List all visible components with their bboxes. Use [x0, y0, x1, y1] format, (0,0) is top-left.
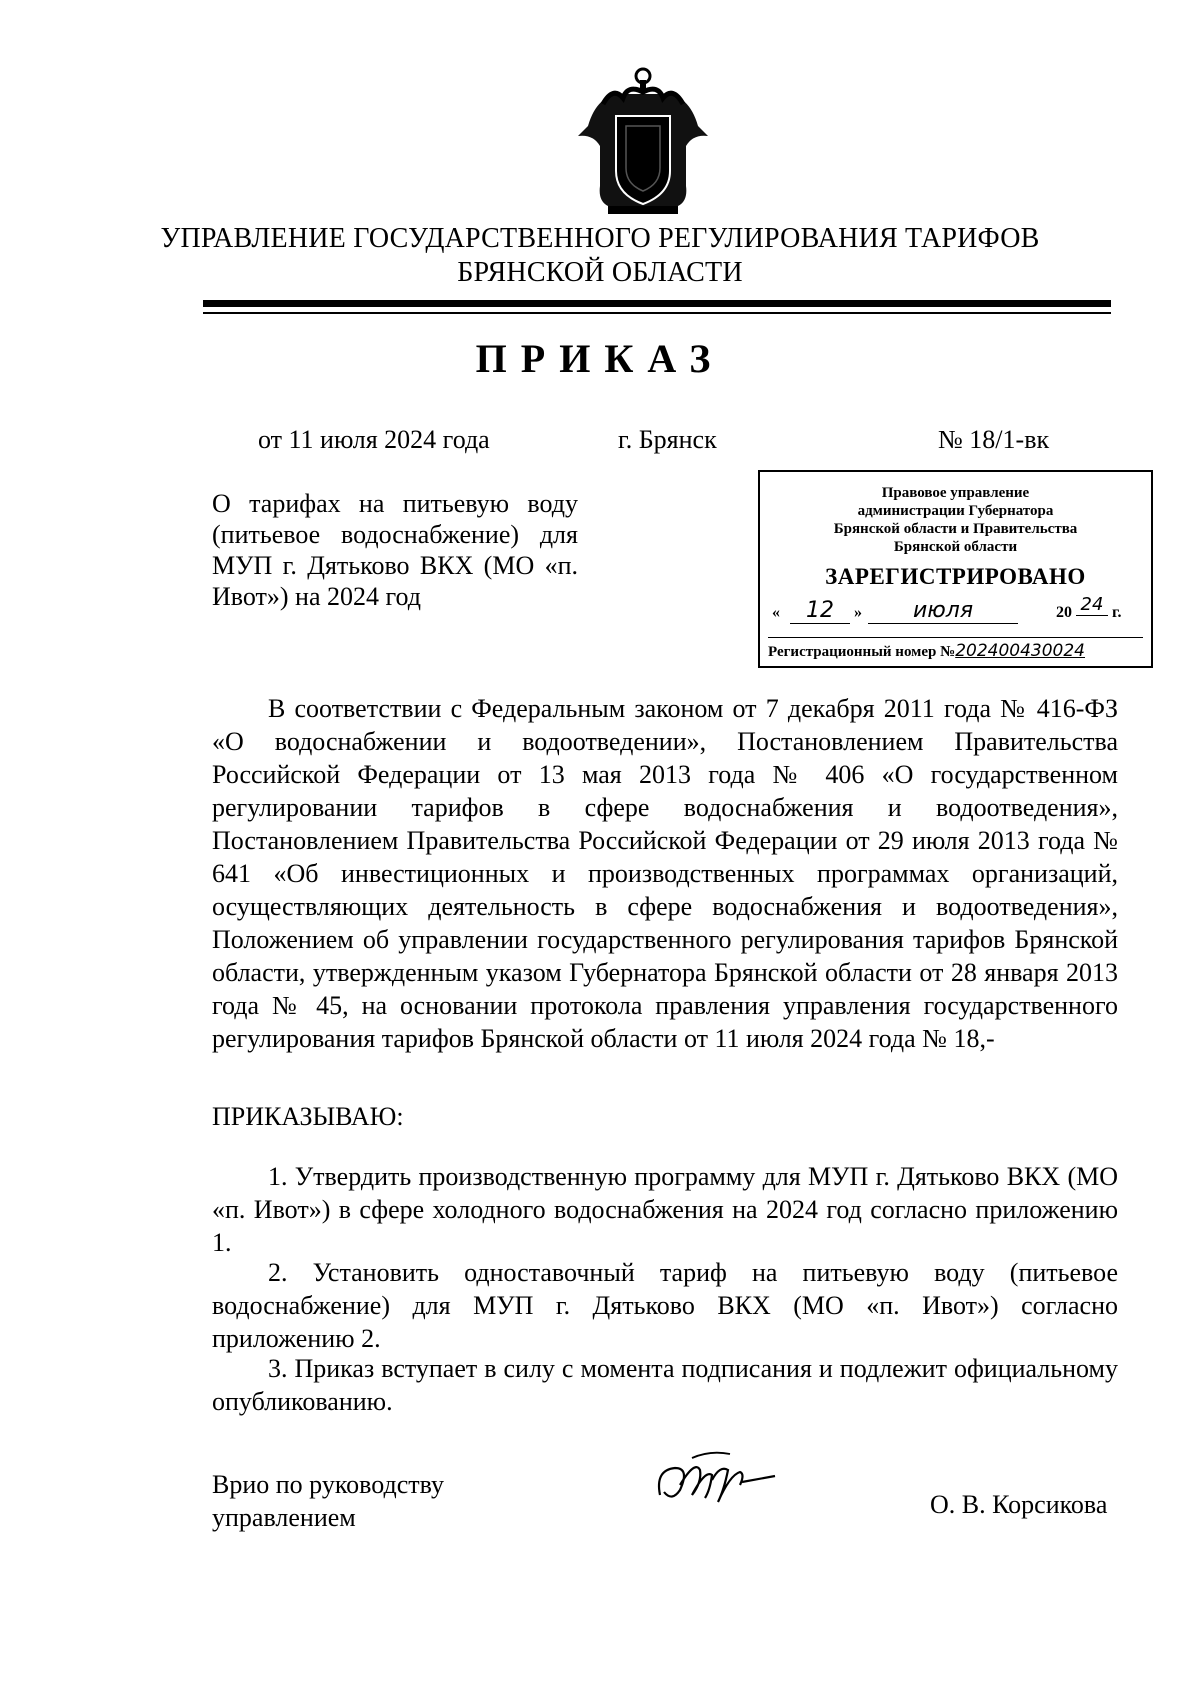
document-title: ПРИКАЗ	[475, 336, 725, 381]
org-name-line2: БРЯНСКОЙ ОБЛАСТИ	[457, 257, 743, 288]
stamp-month: июля	[868, 598, 1018, 624]
stamp-reg-number-line	[768, 637, 1143, 665]
stamp-line4: Брянской области	[893, 539, 1018, 555]
stamp-reg-label: Регистрационный номер №	[768, 644, 956, 660]
header-divider-thick	[203, 300, 1111, 307]
stamp-year-prefix: 20	[1056, 604, 1072, 621]
order-word: ПРИКАЗЫВАЮ:	[212, 1102, 404, 1131]
stamp-line1: Правовое управление	[881, 485, 1030, 501]
order-item-2: 2. Установить одноставочный тариф на питьевую воду (питьевое водоснабжение) для МУП г. Дятьково ВКХ (МО «п. Ивот») согласно приложению 2.	[212, 1258, 1118, 1353]
document-date: от 11 июля 2024 года	[258, 425, 490, 454]
preamble-paragraph: В соответствии с Федеральным законом от 7 декабря 2011 года № 416-ФЗ «О водоснабжении и водоотведении», Постановлением Правительства Российской Федерации от 13 мая 2013 года № 406 «О государственном регулировании тарифов в сфере водоснабжения и водоотведения», Постановлением Правительства Российской Федерации от 29 июля 2013 года № 641 «Об инвестиционных и производственных программах организаций, осуществляющих деятельность в сфере водоснабжения и водоотведения», Положением об управлении государственного регулирования тарифов Брянской области, утвержденным указом Губернатора Брянской области от 28 января 2013 года № 45, на основании протокола правления управления государственного регулирования тарифов Брянской области от 11 июля 2024 года № 18,-	[212, 694, 1118, 1053]
org-name-line1: УПРАВЛЕНИЕ ГОСУДАРСТВЕННОГО РЕГУЛИРОВАНИЯ ТАРИФОВ	[160, 223, 1040, 254]
stamp-line2: администрации Губернатора	[857, 503, 1054, 519]
document-city: г. Брянск	[618, 425, 717, 454]
signatory-position-line2: управлением	[212, 1503, 356, 1532]
stamp-registered-label: ЗАРЕГИСТРИРОВАНО	[825, 564, 1086, 589]
registration-stamp	[758, 470, 1153, 668]
stamp-line3: Брянской области и Правительства	[833, 521, 1078, 537]
order-item-1: 1. Утвердить производственную программу для МУП г. Дятьково ВКХ (МО «п. Ивот») в сфере холодного водоснабжения на 2024 год согласно приложению 1.	[212, 1162, 1118, 1257]
document-number: № 18/1-вк	[938, 425, 1050, 454]
stamp-year-end: г.	[1112, 604, 1122, 621]
document-subject: О тарифах на питьевую воду (питьевое водоснабжение) для МУП г. Дятьково ВКХ (МО «п. Ивот») на 2024 год	[212, 489, 578, 611]
signatory-name: О. В. Корсикова	[930, 1490, 1108, 1519]
stamp-reg-number: 202400430024	[955, 641, 1085, 661]
coat-of-arms-icon	[568, 66, 718, 216]
stamp-day: 12	[790, 598, 850, 624]
stamp-date-line: « 12 » июля 20 24 г.	[772, 594, 1122, 623]
handwritten-signature	[650, 1440, 800, 1520]
header-divider-thin	[203, 312, 1111, 314]
signatory-position-line1: Врио по руководству	[212, 1470, 445, 1499]
stamp-year-suffix: 24	[1076, 594, 1108, 616]
order-item-3: 3. Приказ вступает в силу с момента подписания и подлежит официальному опубликованию.	[212, 1354, 1118, 1416]
